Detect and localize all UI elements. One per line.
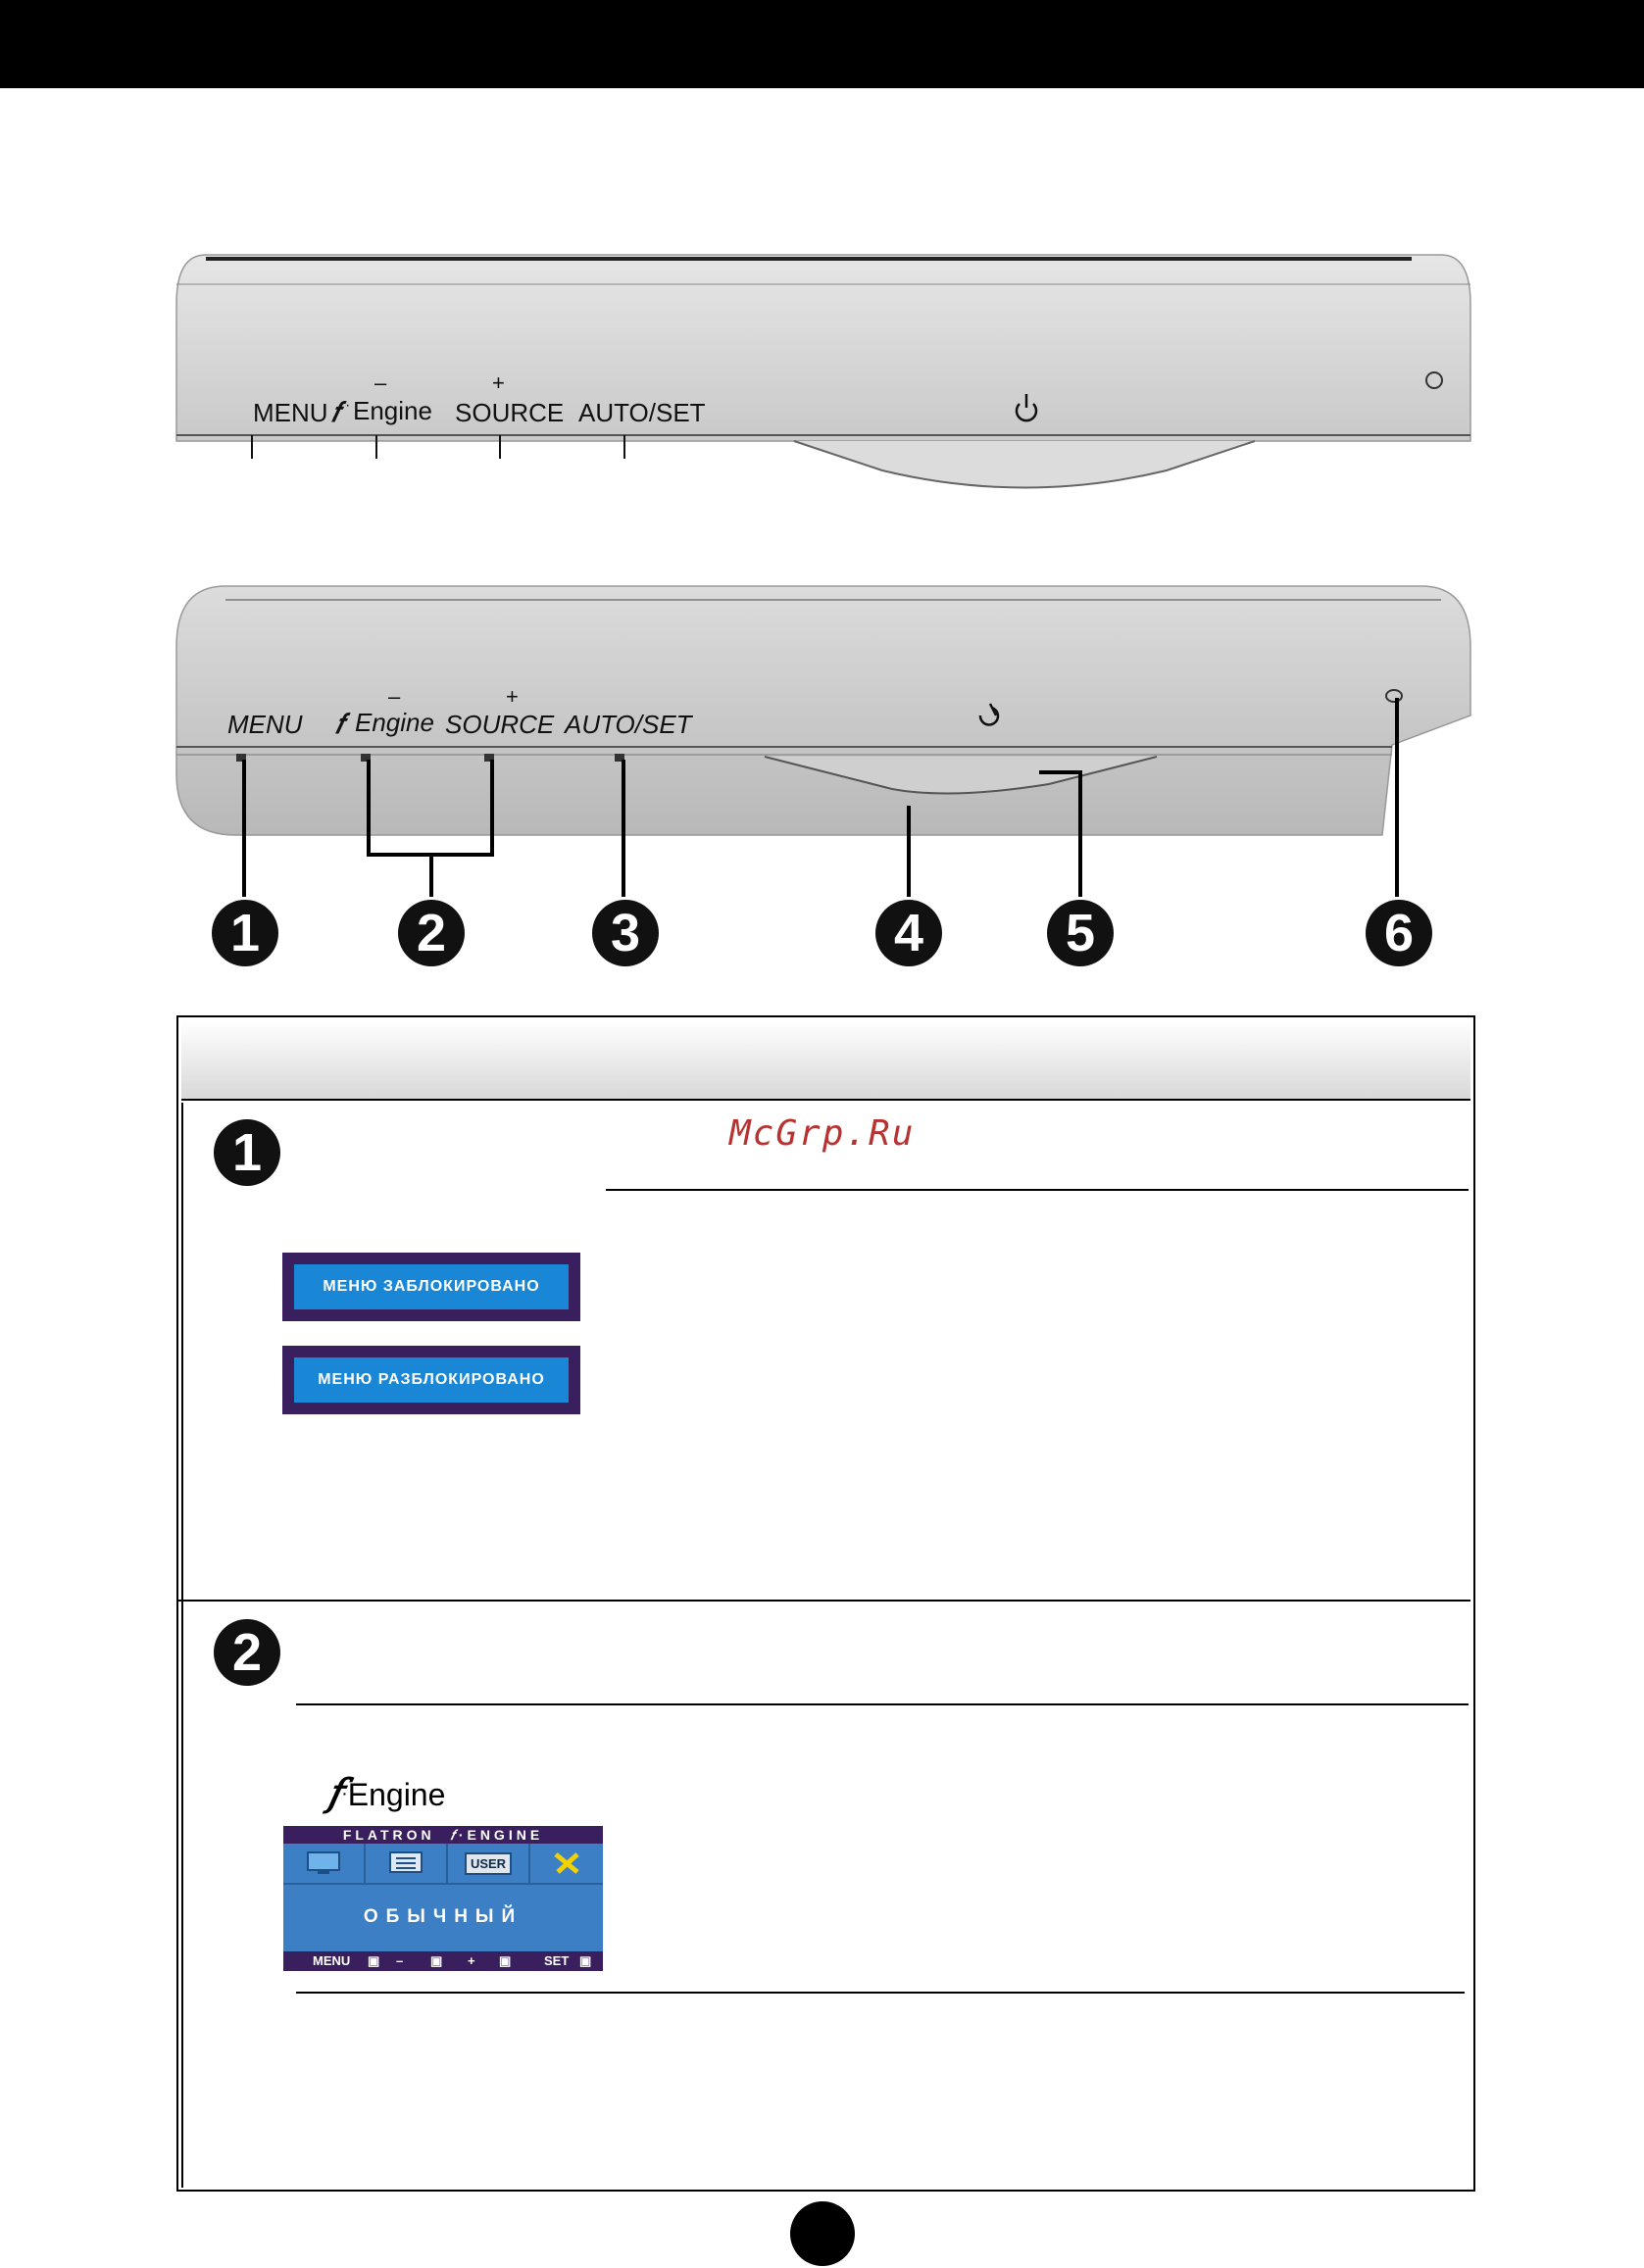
osd-tab-text[interactable] <box>366 1844 448 1885</box>
osd-tab-user[interactable]: USER <box>448 1844 530 1885</box>
svg-text:𝑓: 𝑓 <box>331 397 340 427</box>
svg-text:–: – <box>388 684 401 709</box>
callout-6: 6 <box>1366 900 1432 966</box>
panel-top-source-label: SOURCE <box>455 398 565 427</box>
controls-table <box>176 1015 1475 2192</box>
osd-footer: MENU ▣ – ▣ + ▣ SET ▣ <box>283 1951 603 1971</box>
panel-bottom-engine-label: Engine <box>355 708 434 737</box>
panel-top-menu-label: MENU <box>253 398 328 427</box>
panel-bottom-menu-label: MENU <box>227 710 303 739</box>
svg-text:+: + <box>506 684 519 709</box>
row1-number: 1 <box>214 1119 280 1186</box>
osd-menu-locked: МЕНЮ ЗАБЛОКИРОВАНО <box>282 1253 580 1321</box>
callout-5: 5 <box>1047 900 1114 966</box>
osd-tab-exit[interactable] <box>530 1844 603 1885</box>
panel-bottom-autoset-label: AUTO/SET <box>565 710 692 739</box>
panel-bottom-source-label: SOURCE <box>445 710 555 739</box>
panel-top-autoset-label: AUTO/SET <box>578 398 706 427</box>
row2-number: 2 <box>214 1619 280 1686</box>
svg-text:+: + <box>492 370 505 395</box>
osd-menu-unlocked: МЕНЮ РАЗБЛОКИРОВАНО <box>282 1346 580 1414</box>
monitor-icon <box>306 1850 341 1876</box>
watermark: McGrp.Ru <box>729 1113 916 1154</box>
rule <box>296 1992 1465 1994</box>
table-header <box>181 1020 1470 1101</box>
close-icon <box>552 1850 581 1876</box>
callout-4: 4 <box>875 900 942 966</box>
svg-text:·: · <box>345 397 351 414</box>
rule <box>296 1703 1469 1705</box>
svg-text:𝑓: 𝑓 <box>335 709 344 739</box>
fengine-osd <box>283 1826 603 1971</box>
rule <box>606 1189 1469 1191</box>
callout-lines <box>0 0 1644 980</box>
osd-title: FLATRON 𝑓·ENGINE <box>283 1826 603 1844</box>
callout-2: 2 <box>398 900 465 966</box>
callout-3: 3 <box>592 900 659 966</box>
panel-top-engine-label: Engine <box>353 396 432 425</box>
page-number-badge <box>790 2201 855 2266</box>
osd-tab-movie[interactable] <box>283 1844 366 1885</box>
svg-text:–: – <box>374 370 387 395</box>
fengine-button-label: 𝑓·Engine <box>327 1770 446 1814</box>
osd-mode-value: ОБЫЧНЫЙ <box>363 1906 523 1927</box>
text-document-icon <box>388 1850 423 1876</box>
callout-1: 1 <box>212 900 278 966</box>
row-divider <box>176 1600 1470 1602</box>
